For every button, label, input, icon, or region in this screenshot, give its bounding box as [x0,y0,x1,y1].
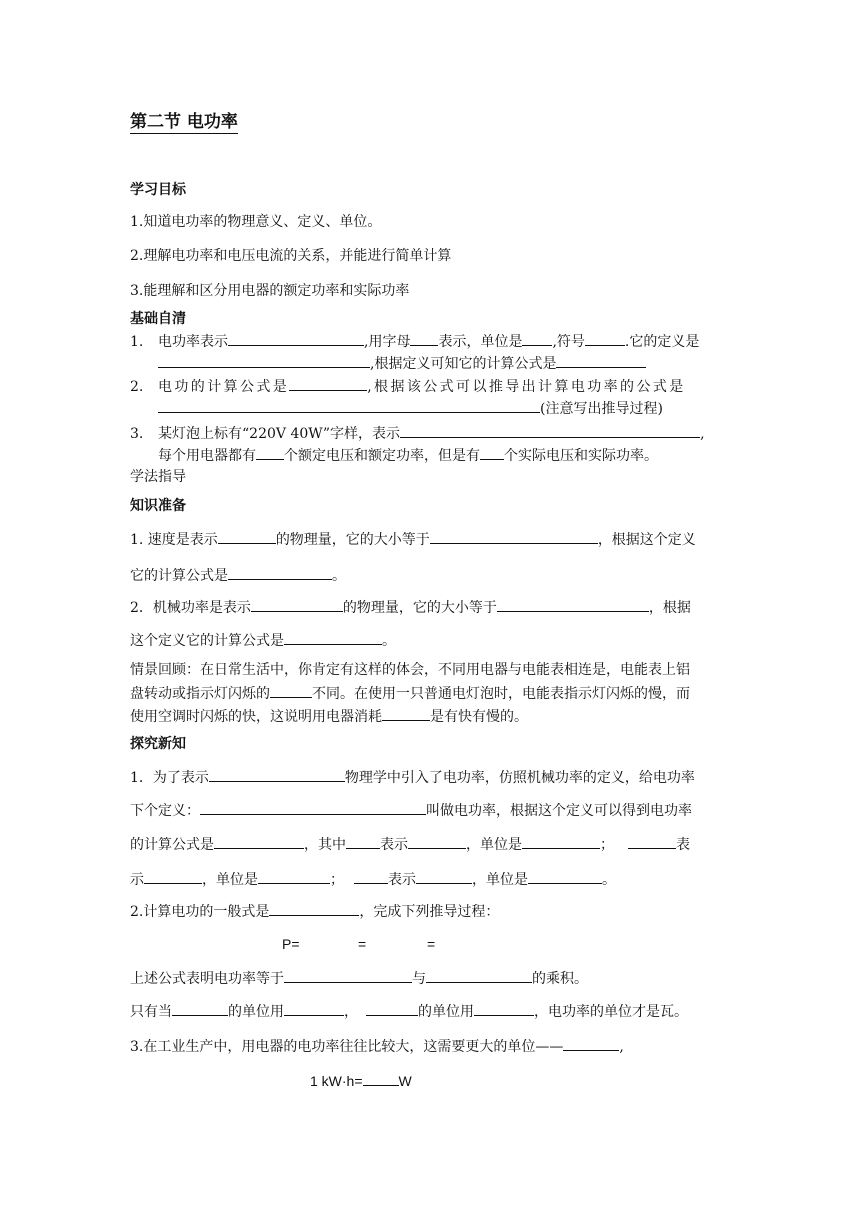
blank[interactable] [200,800,426,815]
explore-e2-line1: 2.计算电功的一般式是 ，完成下列推导过程： [130,901,730,922]
explore-e1-line2: 下个定义： 叫做电功率，根据这个定义可以得到电功率 [130,800,730,821]
blank[interactable] [251,597,343,612]
blank[interactable] [426,968,532,983]
blank[interactable] [480,445,504,460]
goals-heading: 学习目标 [130,182,186,198]
blank[interactable] [158,398,540,413]
goal-item-3: 3.能理解和区分用电器的额定功率和实际功率 [130,283,410,299]
blank[interactable] [228,565,332,580]
explore-heading: 探究新知 [130,736,186,752]
basics-q3-line1: 3. 某灯泡上标有“220V 40W”字样，表示 , [130,423,730,444]
blank[interactable] [410,331,438,346]
explore-e2-line3: 上述公式表明电功率等于 与 的乘积。 [130,968,730,989]
blank[interactable] [289,376,367,391]
basics-heading: 基础自清 [130,311,186,327]
explore-e1-line4: 示 ，单位是 ； 表示 ，单位是 。 [130,869,730,890]
blank[interactable] [346,834,380,849]
basics-q1-line1: 1. 电功率表示 ,用字母 表示，单位是 ,符号 .它的定义是 [130,331,730,352]
blank[interactable] [416,869,472,884]
formula-p: P= [282,936,300,952]
blank[interactable] [528,869,602,884]
blank[interactable] [363,1071,399,1086]
explore-e2-line4: 只有当 的单位用 ， 的单位用 ，电功率的单位才是瓦。 [130,1001,730,1022]
blank[interactable] [628,834,676,849]
basics-q3-line2: 每个用电器都有 个额定电压和额定功率，但是有 个实际电压和实际功率。 [130,445,758,466]
blank[interactable] [284,1001,344,1016]
blank[interactable] [563,1036,619,1051]
blank[interactable] [228,331,364,346]
method-label: 学法指导 [130,469,186,485]
blank[interactable] [522,331,552,346]
blank[interactable] [354,869,388,884]
scene-line1: 情景回顾：在日常生活中，你肯定有这样的体会，不同用电器与电能表相连是，电能表上铝 [130,662,690,678]
explore-e1-line3: 的计算公式是 ，其中 表示 ，单位是 ； 表 [130,834,730,855]
kwh-conversion: 1 kW·h= W [310,1073,412,1089]
blank[interactable] [430,529,598,544]
blank[interactable] [284,968,412,983]
goal-item-2: 2.理解电功率和电压电流的关系，并能进行简单计算 [130,248,452,264]
blank[interactable] [158,353,370,368]
blank[interactable] [284,630,382,645]
goal-item-1: 1.知道电功率的物理意义、定义、单位。 [130,214,382,230]
prep-p1-line2: 它的计算公式是 。 [130,565,730,586]
blank[interactable] [144,869,202,884]
blank[interactable] [382,706,430,721]
blank[interactable] [258,869,330,884]
explore-e1-line1: 1．为了表示 物理学中引入了电功率，仿照机械功率的定义，给电功率 [130,767,730,788]
blank[interactable] [366,1001,418,1016]
blank[interactable] [585,331,625,346]
blank[interactable] [474,1001,534,1016]
blank[interactable] [209,767,345,782]
scene-line2: 盘转动或指示灯闪烁的 不同。在使用一只普通电灯泡时，电能表指示灯闪烁的慢，而 [130,683,730,704]
blank[interactable] [256,445,284,460]
blank[interactable] [556,353,646,368]
blank[interactable] [269,901,359,916]
blank[interactable] [497,597,649,612]
basics-q1-line2: ,根据定义可知它的计算公式是 [130,353,758,374]
prep-p2-line1: 2．机械功率是表示 的物理量，它的大小等于 ，根据 [130,597,730,618]
blank[interactable] [522,834,600,849]
blank[interactable] [172,1001,228,1016]
scene-line3: 使用空调时闪烁的快，这说明用电器消耗 是有快有慢的。 [130,706,730,727]
prep-p1-line1: 1. 速度是表示 的物理量，它的大小等于 ，根据这个定义 [130,529,730,550]
formula-eq1: = [358,936,367,952]
blank[interactable] [214,834,304,849]
blank[interactable] [408,834,466,849]
explore-e3-line1: 3.在工业生产中，用电器的电功率往往比较大，这需要更大的单位—— , [130,1036,730,1057]
prep-p2-line2: 这个定义它的计算公式是 。 [130,630,730,651]
basics-q2-line2: (注意写出推导过程) [130,398,758,419]
basics-q2-line1: 2. 电功的计算公式是 ,根据该公式可以推导出计算电功率的公式是 [130,376,730,397]
formula-eq2: = [427,936,436,952]
prep-heading: 知识准备 [130,498,186,514]
blank[interactable] [270,683,312,698]
blank[interactable] [400,423,700,438]
page-title: 第二节 电功率 [130,112,238,132]
blank[interactable] [218,529,276,544]
title-line [130,112,730,134]
